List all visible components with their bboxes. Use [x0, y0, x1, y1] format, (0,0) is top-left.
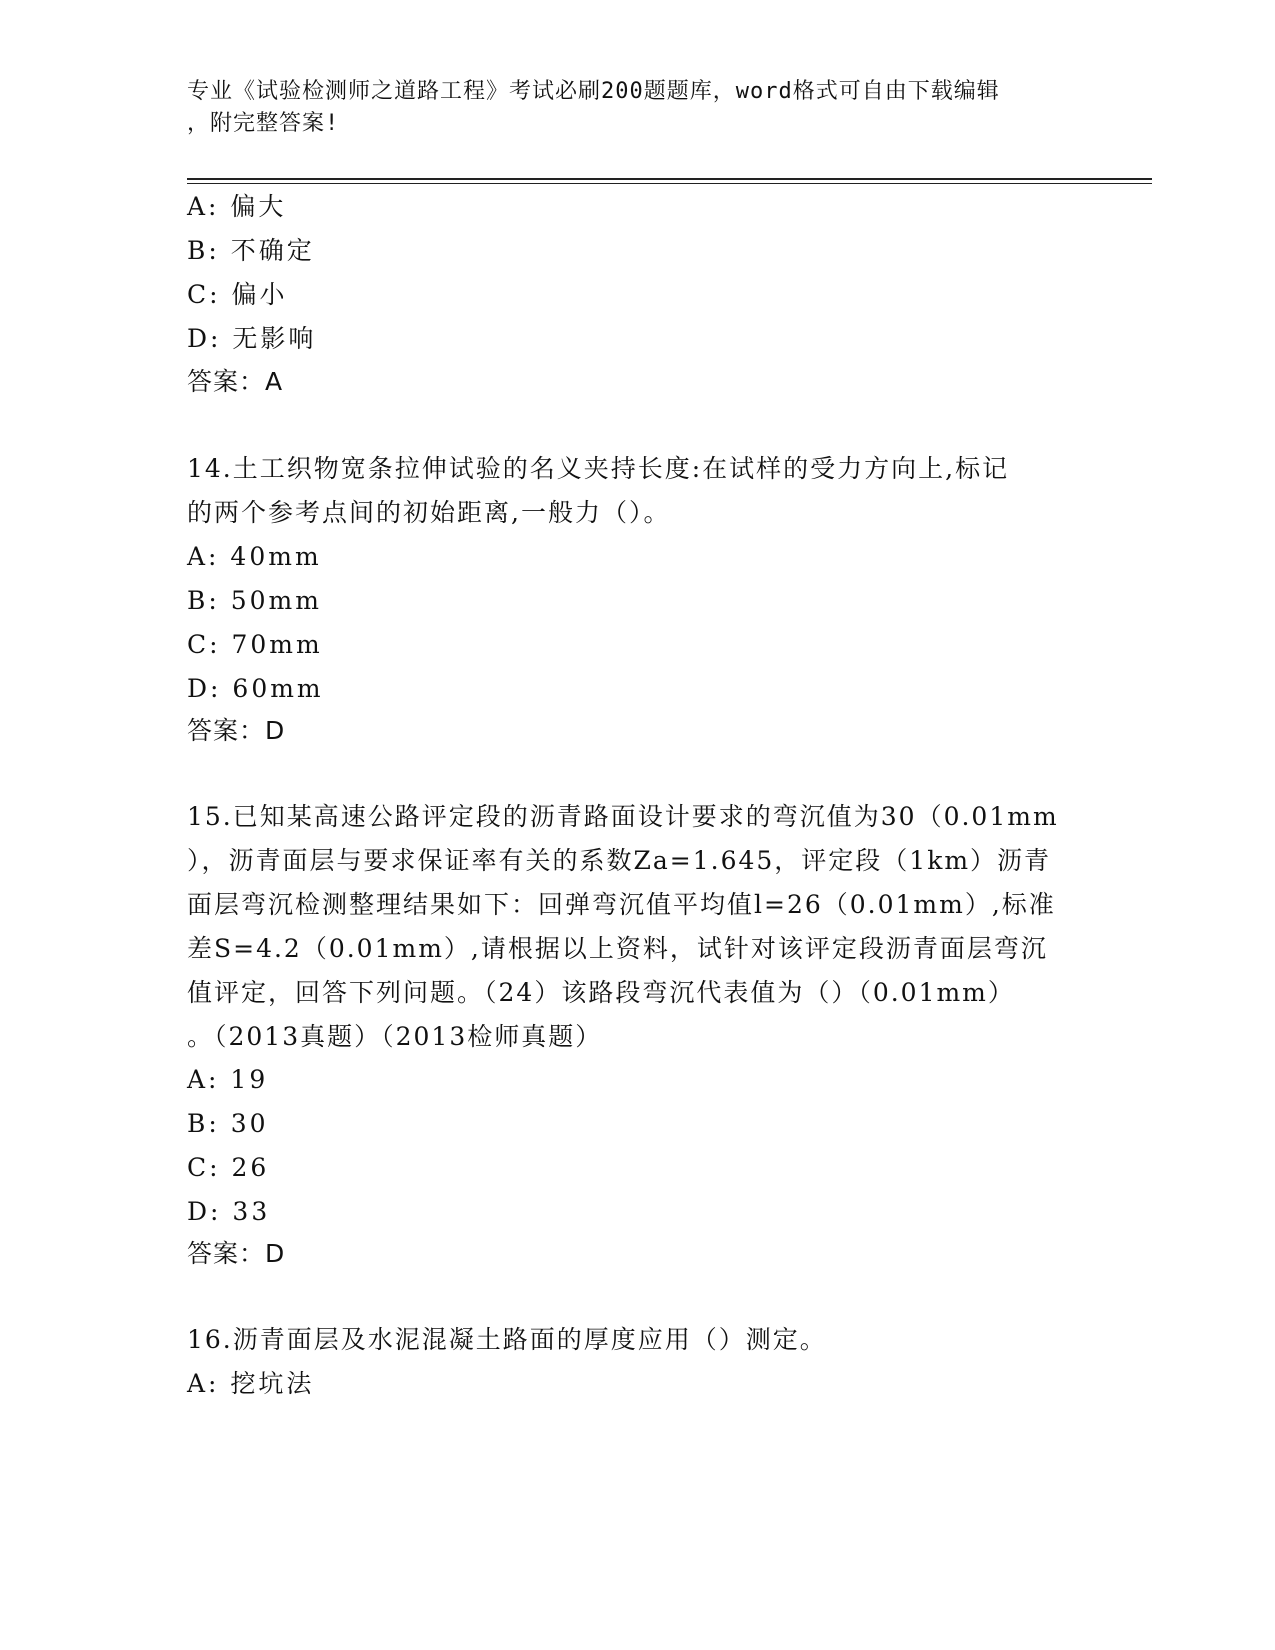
q13-option-b: B: 不确定 — [187, 236, 315, 265]
q15-option-a: A: 19 — [187, 1065, 269, 1094]
q15-stem-line-2: ），沥青面层与要求保证率有关的系数Za=1.645，评定段（1km）沥青 — [187, 846, 1052, 875]
q15-stem-line-4: 差S=4.2（0.01mm）,请根据以上资料，试针对该评定段沥青面层弯沉 — [187, 934, 1048, 963]
q15-stem-line-3: 面层弯沉检测整理结果如下：回弹弯沉值平均值l=26（0.01mm）,标准 — [187, 890, 1056, 919]
q14-stem-line-1: 14.土工织物宽条拉伸试验的名义夹持长度:在试样的受力方向上,标记 — [187, 454, 1010, 483]
q13-option-d: D: 无影响 — [187, 324, 317, 353]
q14-stem-line-2: 的两个参考点间的初始距离,一般力（）。 — [187, 498, 671, 527]
q14-answer: 答案：D — [187, 716, 286, 745]
q15-option-b: B: 30 — [187, 1109, 269, 1138]
q13-option-a: A: 偏大 — [187, 192, 287, 221]
q16-option-a: A: 挖坑法 — [187, 1369, 315, 1398]
header-divider-thick — [187, 178, 1152, 180]
q15-answer: 答案：D — [187, 1239, 286, 1268]
q14-option-a: A: 40mm — [187, 542, 322, 571]
header-divider-thin — [187, 183, 1152, 184]
q14-option-d: D: 60mm — [187, 674, 324, 703]
q13-answer: 答案：A — [187, 367, 284, 396]
q16-stem-line-1: 16.沥青面层及水泥混凝土路面的厚度应用（）测定。 — [187, 1325, 827, 1354]
q14-option-b: B: 50mm — [187, 586, 322, 615]
document-header — [187, 76, 1067, 140]
q14-option-c: C: 70mm — [187, 630, 323, 659]
q15-option-d: D: 33 — [187, 1197, 271, 1226]
q15-stem-line-5: 值评定，回答下列问题。（24）该路段弯沉代表值为（）（0.01mm） — [187, 978, 1015, 1007]
q15-option-c: C: 26 — [187, 1153, 270, 1182]
header-line-2: ，附完整答案! — [187, 111, 340, 136]
q13-option-c: C: 偏小 — [187, 280, 288, 309]
q15-stem-line-6: 。（2013真题）（2013检师真题） — [187, 1022, 603, 1051]
q15-stem-line-1: 15.已知某高速公路评定段的沥青路面设计要求的弯沉值为30（0.01mm — [187, 802, 1059, 831]
header-line-1: 专业《试验检测师之道路工程》考试必刷200题题库，word格式可自由下载编辑 — [187, 79, 1000, 104]
